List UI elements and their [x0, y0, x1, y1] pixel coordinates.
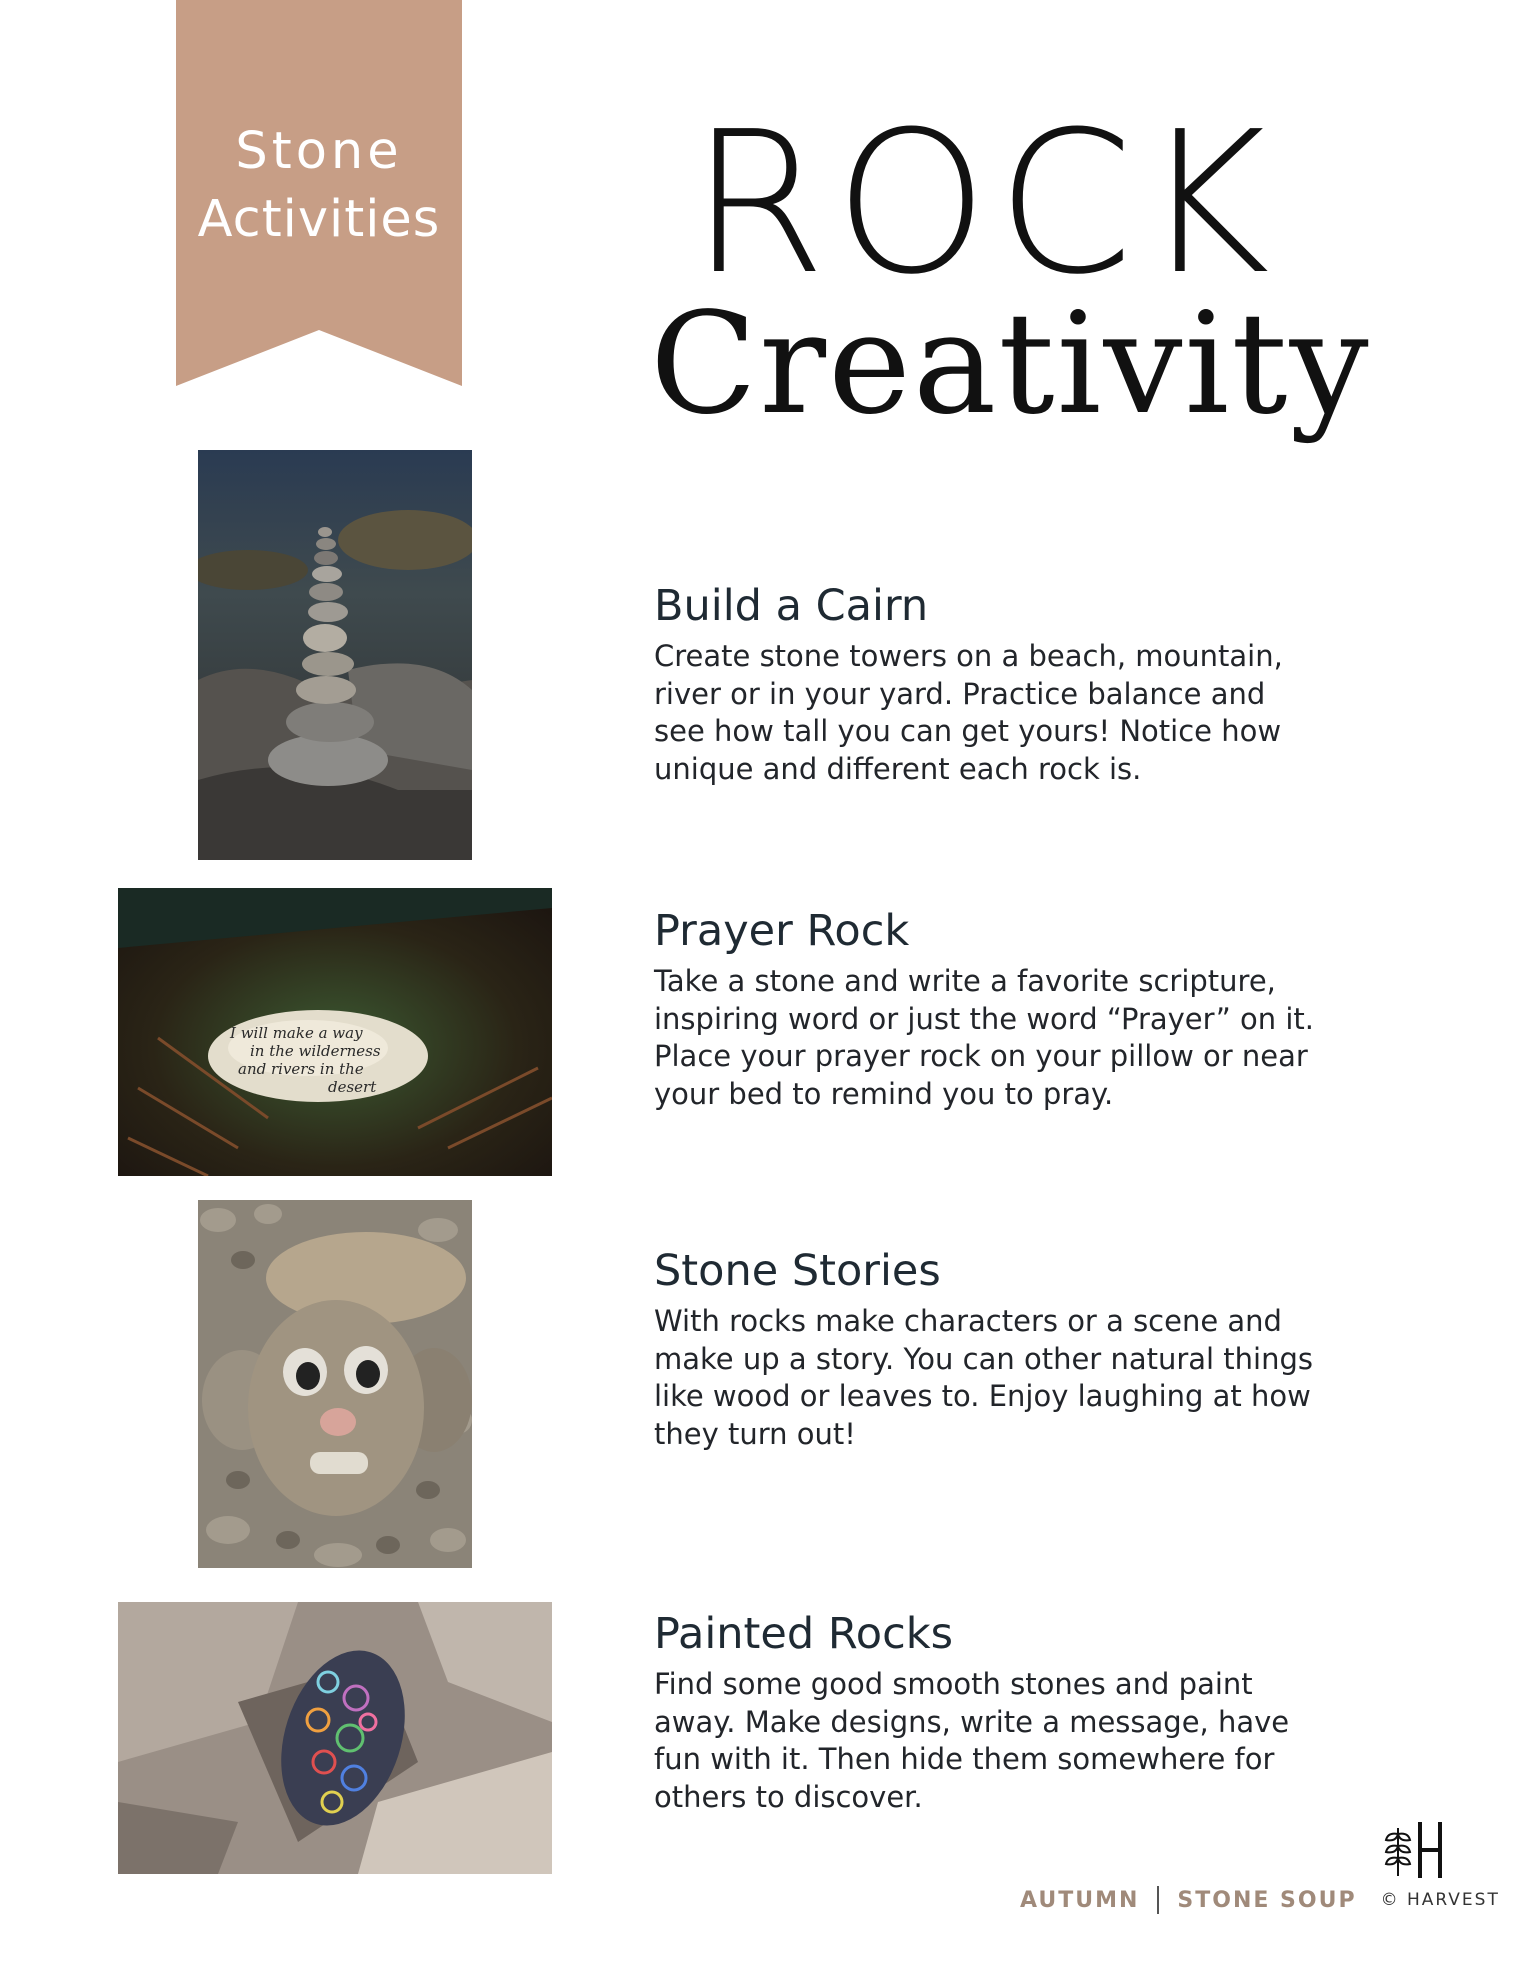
cairn-photo	[198, 450, 472, 860]
harvest-logo-icon	[1376, 1820, 1444, 1880]
activity-description: Create stone towers on a beach, mountain, river or in your yard. Practice balance and see how tall you can get yours! Notice how unique and different each rock is.	[654, 639, 1283, 786]
activity-heading: Stone Stories	[654, 1246, 941, 1296]
activity-description: Find some good smooth stones and paint away. Make designs, write a message, have fun with it. Then hide them somewhere for others to discover.	[654, 1667, 1290, 1814]
rock-scripture-line-1: I will make a way	[230, 1024, 363, 1042]
page-footer	[1020, 1880, 1500, 1920]
rock-scripture-line-4: desert	[328, 1078, 377, 1096]
stone-activities-banner	[176, 0, 462, 388]
footer-divider	[1157, 1886, 1159, 1914]
activity-description: Take a stone and write a favorite scripture, inspiring word or just the word “Prayer” on it. Place your prayer rock on your pillow or near your bed to remind you to pray.	[654, 964, 1315, 1111]
stone-story-photo	[198, 1200, 472, 1568]
activity-stone-stories	[654, 1245, 1314, 1453]
banner-label	[176, 118, 462, 254]
title-rock: ROCK	[690, 90, 1278, 318]
rock-scripture-line-2: in the wilderness	[250, 1042, 381, 1060]
banner-line-1: Stone	[235, 122, 403, 181]
footer-brand: © HARVEST	[1380, 1890, 1500, 1910]
prayer-rock-photo	[118, 888, 552, 1176]
activity-description: With rocks make characters or a scene and make up a story. You can other natural things like wood or leaves to. Enjoy laughing at how they turn out!	[654, 1304, 1314, 1451]
activity-prayer-rock	[654, 905, 1314, 1113]
title-creativity: Creativity	[650, 283, 1371, 446]
footer-theme: STONE SOUP	[1177, 1887, 1357, 1913]
activity-build-a-cairn	[654, 580, 1314, 788]
activity-heading: Build a Cairn	[654, 581, 929, 631]
activity-heading: Prayer Rock	[654, 906, 910, 956]
rock-scripture-line-3: and rivers in the	[238, 1060, 364, 1078]
activity-heading: Painted Rocks	[654, 1609, 954, 1659]
painted-rock-photo	[118, 1602, 552, 1874]
activity-painted-rocks	[654, 1608, 1314, 1816]
footer-season: AUTUMN	[1020, 1887, 1140, 1913]
banner-line-2: Activities	[197, 190, 441, 249]
